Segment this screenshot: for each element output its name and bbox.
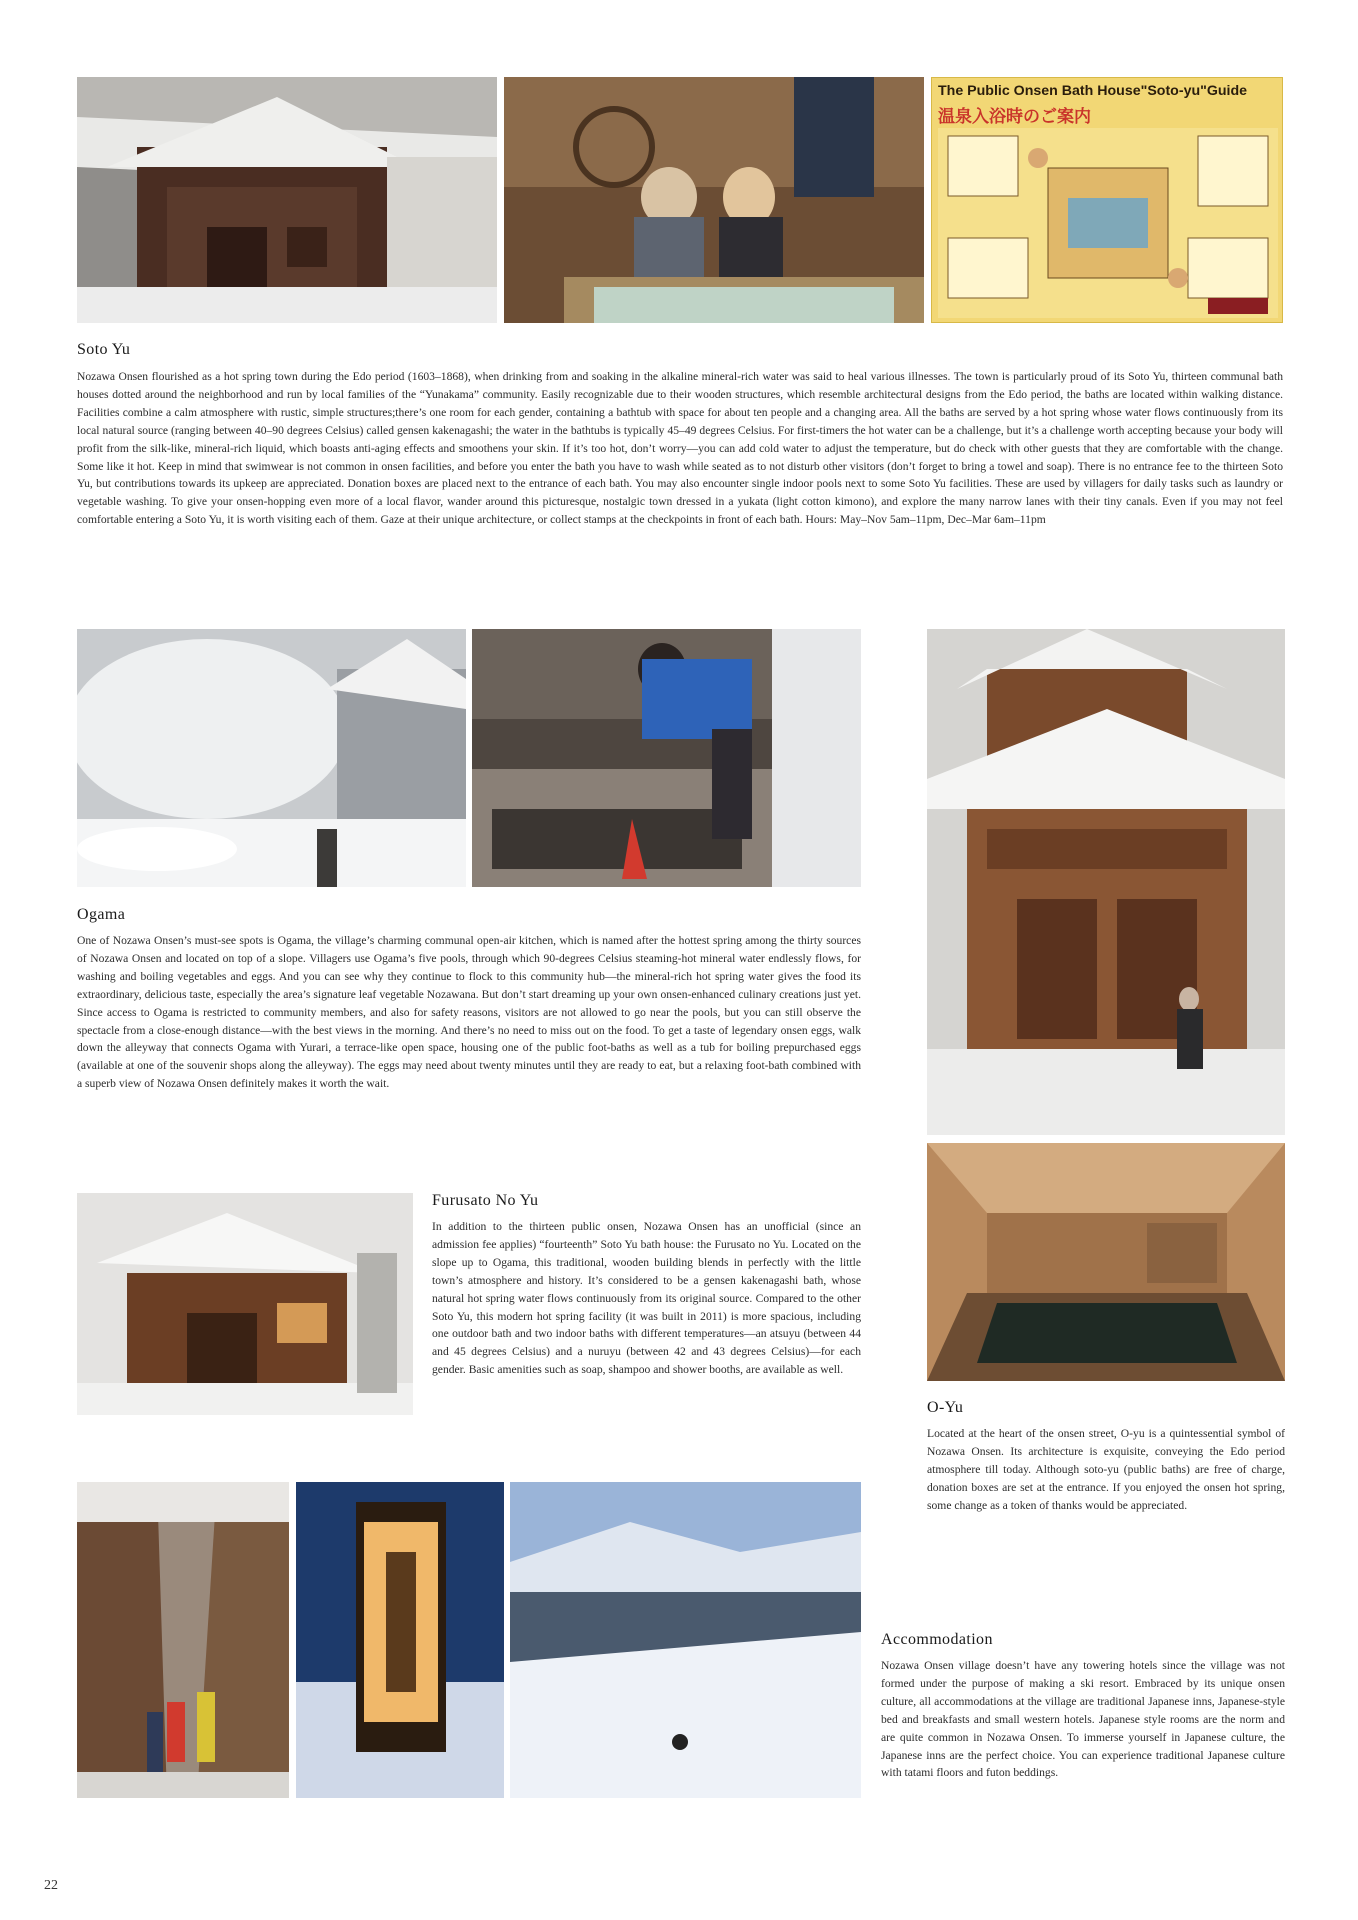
soto-yu-heading: Soto Yu (77, 341, 131, 358)
o-yu-interior-photo (927, 1143, 1285, 1381)
ski-slope-view-photo (510, 1482, 861, 1798)
lantern-sign-night-photo (296, 1482, 504, 1798)
guide-poster-title: The Public Onsen Bath House"Soto-yu"Guide (938, 83, 1248, 99)
page-number: 22 (44, 1878, 58, 1893)
o-yu-bathhouse-snow-photo (927, 629, 1285, 1135)
furusato-body: In addition to the thirteen public onsen, Nozawa Onsen has an unofficial (since an admission fee applies) “fourteenth” Soto Yu bath house: the Furusato no Yu. Located on the slope up to Ogama, this traditional, wooden building blends in perfectly with the little town’s atmosphere and history. It’s considered to be a gensen kakenagashi bath, whose natural hot spring water flows continuously from its original source. Compared to the other Soto Yu, this modern hot spring facility (it was built in 2011) is more spacious, including one outdoor bath and two indoor baths with different temperatures—an atsuyu (between 44 and 45 degrees Celsius) and a nuruyu (between 42 and 43 degrees Celsius)—for each gender. Basic amenities such as soap, shampoo and shower booths, are available as well. (432, 1220, 861, 1377)
furusato-heading: Furusato No Yu (432, 1192, 539, 1209)
ogama-cleaning-photo (472, 629, 861, 887)
accommodation-body: Nozawa Onsen village doesn’t have any towering hotels since the village was not formed under the purpose of making a ski resort. Embraced by its unique onsen culture, all accommodations at the village are traditional Japanese inns, Japanese-style bed and breakfasts and small western hotels. Japanese style rooms are the norm and are quite common in Nozawa Onsen. To immerse yourself in Japanese culture, the Japanese inns are the perfect choice. You can experience traditional Japanese culture with tatami floors and futon beddings. (881, 1659, 1285, 1780)
accommodation-heading: Accommodation (881, 1631, 993, 1648)
o-yu-body: Located at the heart of the onsen street, O-yu is a quintessential symbol of Nozawa Onsen. Its architecture is exquisite, conveying the Edo period atmosphere till today. Although soto-yu (public baths) are free of charge, donation boxes are set at the entrance. If you enjoyed the onsen hot spring, some change as a token of thanks would be appreciated. (927, 1427, 1285, 1512)
soto-yu-body: Nozawa Onsen flourished as a hot spring town during the Edo period (1603–1868), when drinking from and soaking in the alkaline mineral-rich water was said to heal various illnesses. The town is particularly proud of its Soto Yu, thirteen communal bath houses dotted around the neighborhood and run by local families of the “Yunakama” community. Easily recognizable due to their wooden structures, which resemble architectural designs from the Edo period, the baths are located within walking distance. Facilities combine a calm atmosphere with rustic, simple structures;there’s one room for each gender, containing a bathtub with space for about ten people and a changing area. All the baths are served by a hot spring whose water flows continuously from its local natural source (ranging between 40–90 degrees Celsius) called gensen kakenagashi; the water in the bathtubs is typically 45–49 degrees Celsius. For first-timers the hot water can be a challenge, but it’s a challenge worth accepting because your body will profit from the silk-like, mineral-rich liquid, which boasts anti-aging effects and smoothens your skin. If it’s too hot, don’t worry—you can add cold water to adjust the temperature, but do check with other guests that they are comfortable with the change. Some like it hot. Keep in mind that swimwear is not common in onsen facilities, and before you enter the bath you have to wash while seated as to not disturb other visitors (don’t forget to bring a towel and soap). There is no entrance fee to the thirteen Soto Yu, but contributions towards its upkeep are appreciated. Donation boxes are placed next to the entrance of each bath. You may also encounter single indoor pools next to some Soto Yu facilities. These are used by villagers for daily tasks such as laundry or vegetable washing. To give your onsen-hopping even more of a local flavor, wander around this picturesque, nostalgic town dressed in a yukata (light cotton kimono), and explore the many narrow lanes with their tiny canals. Even if you may not feel comfortable entering a Soto Yu, it is worth visiting each of them. Gaze at their unique architecture, or collect stamps at the checkpoints in front of each bath. Hours: May–Nov 5am–11pm, Dec–Mar 6am–11pm (77, 370, 1283, 527)
footbath-photo (504, 77, 924, 323)
onsen-guide-poster (931, 77, 1283, 323)
ogama-steam-photo (77, 629, 466, 887)
furusato-no-yu-photo (77, 1193, 413, 1415)
snowy-street-skiers-photo (77, 1482, 289, 1798)
o-yu-heading: O-Yu (927, 1399, 964, 1416)
soto-yu-bathhouse-photo (77, 77, 497, 323)
ogama-body: One of Nozawa Onsen’s must-see spots is Ogama, the village’s charming communal open-air kitchen, which is named after the hottest spring among the thirty sources of Nozawa Onsen and located on top of a slope. Villagers use Ogama’s five pools, through which 90-degrees Celsius steaming-hot mineral water endlessly flows, for washing and boiling vegetables and eggs. And you can see why they continue to flock to this community hub—the mineral-rich hot spring water gives the food its extraordinary, delicious taste, especially the area’s signature leaf vegetable Nozawana. But don’t start dreaming up your own onsen-enhanced culinary creations just yet. Since access to Ogama is restricted to community members, and also for safety reasons, visitors are not allowed to go near the pools, but you can still observe the spectacle from a close-enough distance—with the best views in the morning. And there’s no need to miss out on the food. To get a taste of legendary onsen eggs, walk down the alleyway that connects Ogama with Yurari, a terrace-like open space, housing one of the public foot-baths as well as a tub for boiling prepurchased eggs (available at one of the souvenir shops along the alleyway). The eggs may need about twenty minutes until they are ready to eat, but a relaxing foot-bath combined with a superb view of Nozawa Onsen definitely makes it worth the wait. (77, 934, 861, 1091)
guide-illustration (938, 128, 1278, 318)
ogama-heading: Ogama (77, 906, 126, 923)
guide-poster-subtitle: 温泉入浴時のご案内 (938, 107, 1091, 127)
